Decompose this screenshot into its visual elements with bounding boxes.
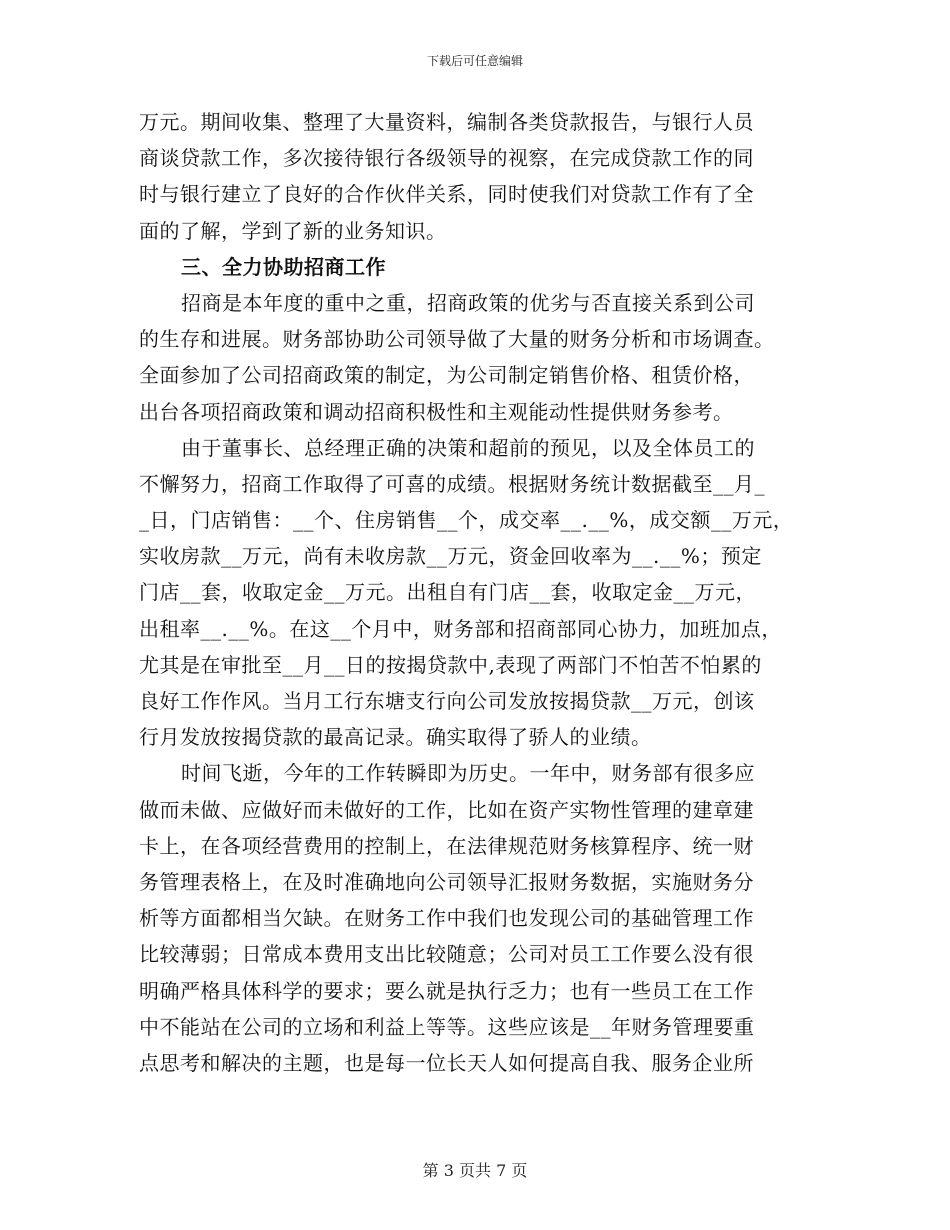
paragraph-first-line: 由于董事长、总经理正确的决策和超前的预见，以及全体员工的 [181, 435, 755, 460]
body-line: 做而未做、应做好而未做好的工作，比如在资产实物性管理的建章建 [139, 797, 754, 822]
body-line: 出租率__.__%。在这__个月中，财务部和招商部同心协力，加班加点， [139, 616, 782, 641]
paragraph-first-line: 招商是本年度的重中之重，招商政策的优劣与否直接关系到公司 [181, 290, 755, 315]
body-line: 卡上，在各项经营费用的控制上，在法律规范财务核算程序、统一财 [139, 833, 754, 858]
body-line: 万元。期间收集、整理了大量资料，编制各类贷款报告，与银行人员 [139, 110, 754, 134]
body-line: 商谈贷款工作，多次接待银行各级领导的视察，在完成贷款工作的同 [139, 146, 754, 171]
body-line: 全面参加了公司招商政策的制定，为公司制定销售价格、租赁价格， [139, 363, 754, 388]
body-line: 明确严格具体科学的要求；要么就是执行乏力；也有一些员工在工作 [139, 978, 754, 1003]
body-line: 时与银行建立了良好的合作伙伴关系，同时使我们对贷款工作有了全 [139, 182, 754, 207]
body-line: 的生存和进展。财务部协助公司领导做了大量的财务分析和市场调查。 [139, 327, 775, 352]
body-line: 实收房款__万元，尚有未收房款__万元，资金回收率为__.__%；预定 [139, 544, 762, 569]
body-line: 良好工作作风。当月工行东塘支行向公司发放按揭贷款__万元，创该 [139, 689, 755, 713]
section-heading: 三、全力协助招商工作 [181, 254, 386, 279]
page-header: 下载后可任意编辑 [426, 54, 523, 68]
paragraph-first-line: 时间飞逝，今年的工作转瞬即为历史。一年中，财务部有很多应 [181, 761, 755, 786]
document-body [139, 104, 819, 1081]
body-line: 务管理表格上，在及时准确地向公司领导汇报财务数据，实施财务分 [139, 869, 754, 894]
page-footer: 第 3 页共 7 页 [422, 1161, 528, 1180]
body-line: 行月发放按揭贷款的最高记录。确实取得了骄人的业绩。 [139, 725, 652, 750]
body-line: 出台各项招商政策和调动招商积极性和主观能动性提供财务参考。 [139, 399, 734, 424]
body-line: 中不能站在公司的立场和利益上等等。这些应该是__年财务管理要重 [139, 1014, 755, 1039]
body-line: 面的了解，学到了新的业务知识。 [139, 218, 447, 243]
body-line: 门店__套，收取定金__万元。出租自有门店__套，收取定金__万元， [139, 580, 756, 605]
body-line: 析等方面都相当欠缺。在财务工作中我们也发现公司的基础管理工作 [139, 906, 754, 931]
body-line: 比较薄弱；日常成本费用支出比较随意；公司对员工工作要么没有很 [139, 942, 754, 967]
body-line: _日，门店销售：__个、住房销售__个，成交率__.__%，成交额__万元， [139, 508, 794, 533]
body-line: 点思考和解决的主题，也是每一位长天人如何提高自我、服务企业所 [139, 1050, 754, 1075]
body-line: 不懈努力，招商工作取得了可喜的成绩。根据财务统计数据截至__月_ [139, 471, 765, 496]
body-line: 尤其是在审批至__月__日的按揭贷款中,表现了两部门不怕苦不怕累的 [139, 652, 762, 677]
